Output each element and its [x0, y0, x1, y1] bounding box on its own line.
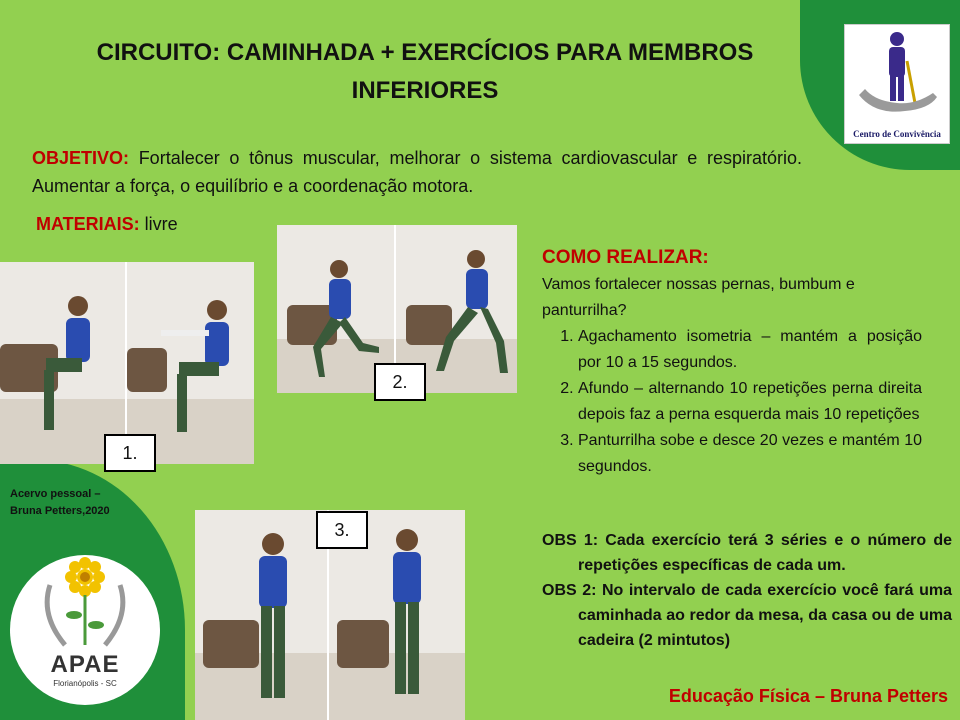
- instructions-intro: Vamos fortalecer nossas pernas, bumbum e panturrilha?: [542, 276, 855, 319]
- instruction-step: 1. Agachamento isometria – mantém a posição por 10 a 15 segundos.: [578, 324, 922, 376]
- apae-city: Florianópolis - SC: [53, 679, 117, 688]
- photo-number-2: 2.: [374, 363, 426, 401]
- materials-text: livre: [139, 214, 178, 234]
- instructions-list: [542, 324, 922, 480]
- elderly-person-hand-icon: [845, 25, 949, 125]
- observation-2: OBS 2: No intervalo de cada exercício você fará uma caminhada ao redor da mesa, da casa ou de uma cadeira (2 mintutos): [542, 582, 952, 649]
- objective-paragraph: [32, 144, 802, 200]
- footer-author: Educação Física – Bruna Petters: [668, 686, 948, 706]
- objective-text: Fortalecer o tônus muscular, melhorar o sistema cardiovascular e respiratório. Aumentar a força, o equilíbrio e a coordenação motora.: [32, 148, 802, 196]
- photo-credit: Acervo pessoal – Bruna Petters,2020: [10, 488, 110, 517]
- page-title: CIRCUITO: CAMINHADA + EXERCÍCIOS PARA MEMBROS INFERIORES: [96, 39, 754, 104]
- observation-1: OBS 1: Cada exercício terá 3 séries e o número de repetições específicas de cada um.: [542, 532, 952, 574]
- apae-name: APAE: [50, 651, 120, 678]
- instruction-step: 2. Afundo – alternando 10 repetições perna direita depois faz a perna esquerda mais 10 repetições: [578, 376, 922, 428]
- instructions-section: [542, 244, 922, 480]
- observations: [542, 528, 952, 653]
- objective-label: OBJETIVO:: [32, 148, 130, 168]
- apae-logo: [10, 555, 160, 705]
- logo-caption: Centro de Convivência: [853, 129, 941, 139]
- sunflower-hands-icon: [10, 555, 160, 651]
- photo-number-1: 1.: [104, 434, 156, 472]
- centro-convivencia-logo: [844, 24, 950, 144]
- instruction-step: 3. Panturrilha sobe e desce 20 vezes e mantém 10 segundos.: [578, 428, 922, 480]
- photo-number-3: 3.: [316, 511, 368, 549]
- materials-label: MATERIAIS:: [36, 214, 140, 234]
- instructions-heading: COMO REALIZAR:: [542, 247, 709, 268]
- materials-line: [36, 214, 178, 235]
